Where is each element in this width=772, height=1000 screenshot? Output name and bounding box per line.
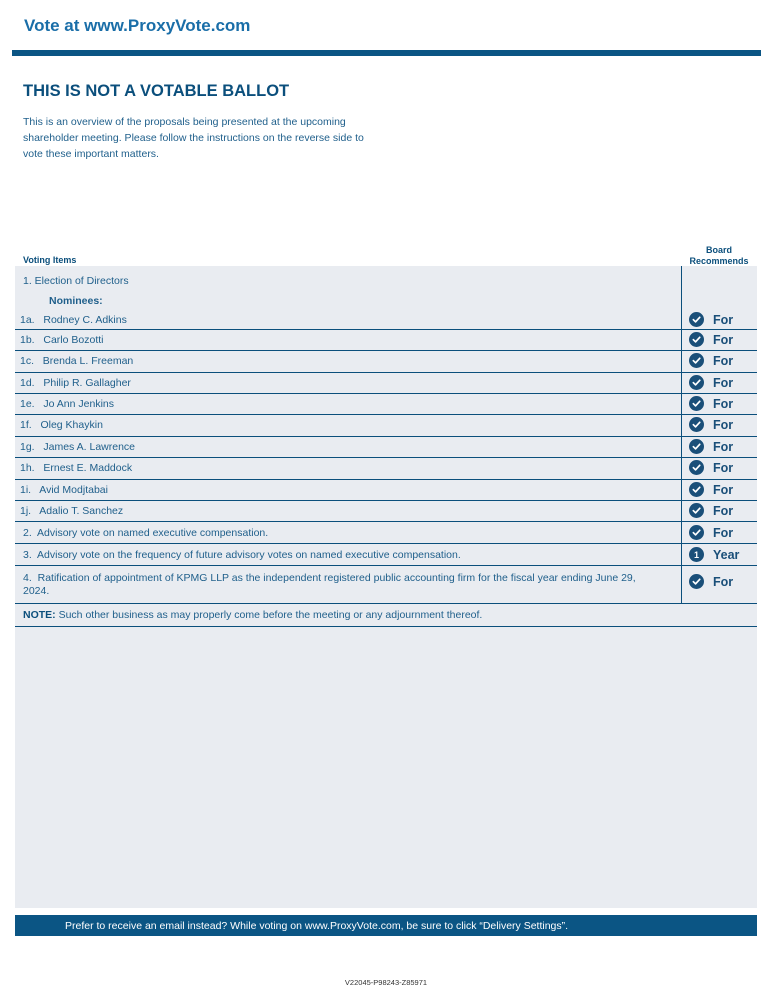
nominee-label (20, 355, 133, 367)
nominee-number: 1f. (20, 419, 32, 431)
top-divider-bar (12, 50, 761, 56)
check-icon (689, 503, 704, 518)
recommendation (689, 574, 733, 589)
recommendation (689, 547, 739, 562)
recommendation (689, 312, 733, 327)
proposal-text: Ratification of appointment of KPMG LLP as the independent registered public accounting firm for the fiscal year ending June 29, 2024. (23, 572, 636, 597)
site-url: Vote at www.ProxyVote.com (24, 16, 251, 35)
nominee-row (15, 480, 757, 501)
proposal-row (15, 566, 757, 604)
recommendation (689, 503, 733, 518)
recommendation (689, 332, 733, 347)
nominee-number: 1h. (20, 462, 35, 474)
nominee-name: Avid Modjtabai (39, 484, 108, 496)
proposal-row (15, 544, 757, 566)
nominee-label (20, 314, 127, 326)
nominee-row (15, 501, 757, 522)
nominees-label: Nominees: (49, 295, 103, 307)
proposal-text: Advisory vote on the frequency of future advisory votes on named executive compensation. (37, 549, 461, 561)
nominee-label (20, 441, 135, 453)
nominee-number: 1a. (20, 314, 35, 326)
nominee-row (15, 437, 757, 458)
nominee-number: 1i. (20, 484, 32, 496)
recommendation-text: For (713, 375, 734, 390)
check-icon (689, 396, 704, 411)
nominee-number: 1j. (20, 505, 32, 517)
nominee-number: 1d. (20, 377, 35, 389)
recommendation-text: For (713, 312, 734, 327)
recommendation (689, 417, 733, 432)
note-text: Such other business as may properly come before the meeting or any adjournment thereof. (58, 609, 483, 621)
nominee-row (15, 458, 757, 480)
board-recommends-header: Board Recommends (689, 245, 749, 266)
recommendation (689, 460, 733, 475)
nominee-number: 1e. (20, 398, 35, 410)
check-icon (689, 439, 704, 454)
nominee-row (15, 373, 757, 394)
document-code: V22045-P98243-Z85971 (344, 978, 428, 987)
recommendation-text: For (713, 574, 734, 589)
recommendation-text: Year (713, 547, 740, 562)
check-icon (689, 375, 704, 390)
recommendation (689, 482, 733, 497)
election-of-directors-row (15, 275, 757, 293)
recommendation-text: For (713, 525, 734, 540)
election-label: 1. Election of Directors (23, 275, 129, 287)
voting-items-header: Voting Items (23, 255, 77, 265)
intro-text: This is an overview of the proposals being presented at the upcoming shareholder meeting. Please follow the instructions on the reverse side to vote these important matters. (23, 116, 364, 160)
nominee-row (15, 330, 757, 351)
nominee-label (20, 505, 123, 517)
recommendation (689, 396, 733, 411)
check-icon (689, 332, 704, 347)
proposal-label (23, 527, 268, 539)
nominee-name: Jo Ann Jenkins (43, 398, 115, 410)
nominee-name: Rodney C. Adkins (43, 314, 127, 326)
recommendation-text: For (713, 417, 734, 432)
recommendation-text: For (713, 353, 734, 368)
recommendation (689, 439, 733, 454)
nominee-name: Brenda L. Freeman (42, 355, 134, 367)
nominee-label (20, 377, 131, 389)
recommendation (689, 375, 733, 390)
nominee-number: 1g. (20, 441, 35, 453)
check-icon (689, 417, 704, 432)
recommendation (689, 353, 733, 368)
nominee-name: Ernest E. Maddock (43, 462, 133, 474)
nominee-name: Oleg Khaykin (40, 419, 103, 431)
check-icon (689, 525, 704, 540)
nominee-row (15, 394, 757, 415)
nominee-row (15, 351, 757, 373)
nominee-label (20, 398, 114, 410)
proposal-label (23, 549, 461, 561)
nominee-name: Philip R. Gallagher (43, 377, 131, 389)
nominee-name: Carlo Bozotti (43, 334, 104, 346)
check-icon (689, 482, 704, 497)
recommendation-text: For (713, 503, 734, 518)
note-row (15, 606, 757, 627)
nominee-row (15, 313, 757, 330)
footer-email-bar (15, 915, 757, 936)
proposal-number: 3. (23, 549, 32, 561)
nominee-name: Adalio T. Sanchez (39, 505, 124, 517)
nominee-label (20, 334, 103, 346)
recommendation-text: For (713, 332, 734, 347)
nominee-number: 1c. (20, 355, 35, 367)
recommendation-text: For (713, 460, 734, 475)
proposal-number: 2. (23, 527, 32, 539)
nominee-row (15, 415, 757, 437)
nominee-label (20, 419, 103, 431)
proposal-label (23, 572, 663, 598)
proposal-row (15, 522, 757, 544)
ballot-title: THIS IS NOT A VOTABLE BALLOT (23, 82, 290, 100)
recommendation (689, 525, 733, 540)
recommendation-text: For (713, 482, 734, 497)
note-label: NOTE: (23, 609, 56, 621)
nominee-name: James A. Lawrence (43, 441, 136, 453)
nominee-label (20, 484, 108, 496)
proposal-number: 4. (23, 572, 32, 584)
proposal-text: Advisory vote on named executive compensation. (37, 527, 269, 539)
footer-text: Prefer to receive an email instead? While voting on www.ProxyVote.com, be sure to click “Delivery Settings”. (65, 920, 569, 932)
number-one-icon: 1 (689, 547, 704, 562)
nominee-number: 1b. (20, 334, 35, 346)
check-icon (689, 460, 704, 475)
recommendation-text: For (713, 396, 734, 411)
recommendation-text: For (713, 439, 734, 454)
check-icon (689, 353, 704, 368)
nominee-label (20, 462, 132, 474)
check-icon (689, 312, 704, 327)
check-icon (689, 574, 704, 589)
